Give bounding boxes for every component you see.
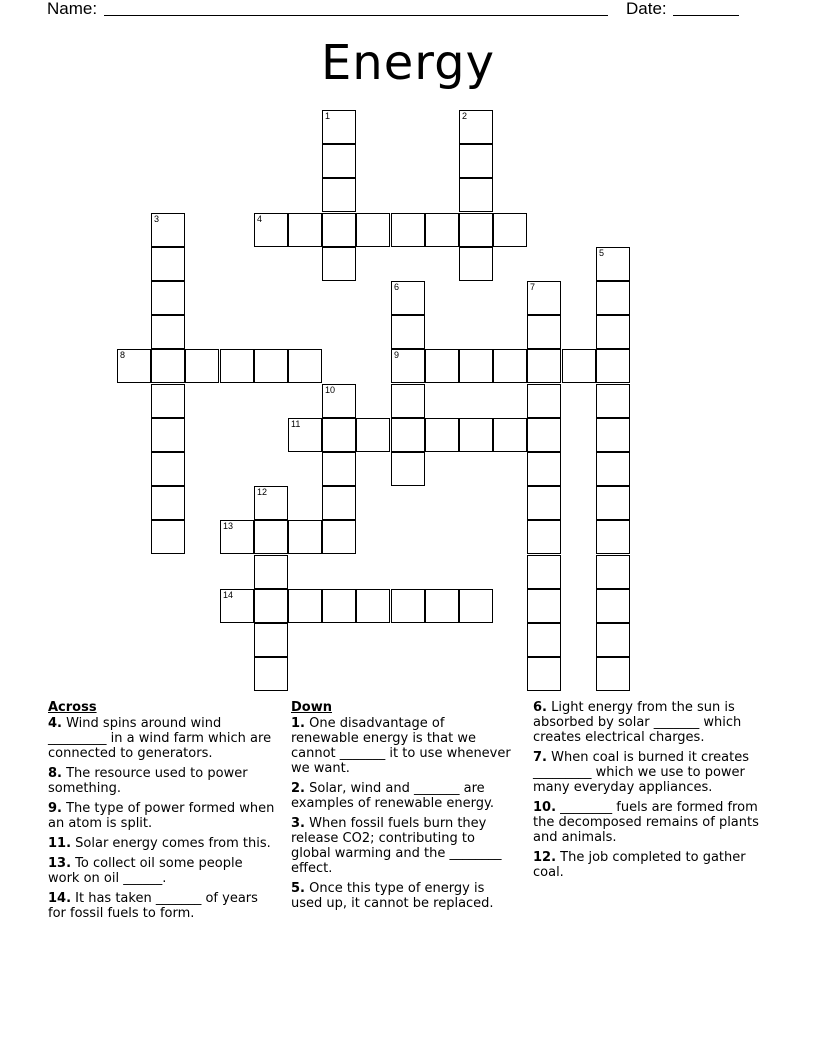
clue-number: 9	[394, 350, 400, 360]
grid-cell[interactable]	[596, 623, 630, 657]
grid-cell[interactable]	[322, 589, 356, 623]
grid-cell[interactable]	[322, 384, 356, 418]
clue-item-number: 7.	[533, 750, 547, 765]
grid-cell[interactable]	[391, 589, 425, 623]
grid-cell[interactable]	[596, 589, 630, 623]
clue-item-text: Once this type of energy is used up, it cannot be replaced.	[291, 881, 494, 911]
clue-number: 5	[599, 248, 605, 258]
clue-item-text: When coal is burned it creates _________ which we use to power many everyday appliances.	[533, 750, 750, 795]
grid-cell[interactable]	[254, 555, 288, 589]
clue-item-number: 13.	[48, 856, 72, 871]
grid-cell[interactable]	[425, 213, 459, 247]
grid-cell[interactable]	[459, 418, 493, 452]
grid-cell[interactable]	[117, 349, 151, 383]
clue-number: 3	[154, 214, 160, 224]
clue-item	[533, 750, 773, 795]
clue-item-text: The resource used to power something.	[48, 766, 248, 796]
clue-number: 11	[291, 419, 301, 429]
date-label: Date:	[626, 0, 667, 18]
clue-item	[291, 881, 516, 911]
grid-cell[interactable]	[185, 349, 219, 383]
down-clues	[291, 700, 516, 916]
grid-cell[interactable]	[596, 247, 630, 281]
clue-number: 13	[223, 521, 234, 531]
across-heading: Across	[48, 700, 97, 715]
grid-cell[interactable]	[459, 144, 493, 178]
clue-item	[291, 816, 516, 876]
clue-item-text: The job completed to gather coal.	[533, 850, 746, 880]
grid-cell[interactable]	[254, 520, 288, 554]
grid-cell[interactable]	[151, 213, 185, 247]
grid-cell[interactable]	[288, 589, 322, 623]
grid-cell[interactable]	[288, 213, 322, 247]
clue-item	[48, 836, 278, 851]
clue-item-number: 8.	[48, 766, 62, 781]
clue-item-text: It has taken _______ of years for fossil fuels to form.	[48, 891, 258, 921]
grid-cell[interactable]	[391, 213, 425, 247]
across-clues	[48, 700, 278, 926]
grid-cell[interactable]	[151, 281, 185, 315]
grid-cell[interactable]	[527, 418, 561, 452]
grid-cell[interactable]	[322, 110, 356, 144]
clue-item-text: Wind spins around wind _________ in a wind farm which are connected to generators.	[48, 716, 272, 761]
grid-cell[interactable]	[596, 281, 630, 315]
grid-cell[interactable]	[425, 418, 459, 452]
grid-cell[interactable]	[288, 520, 322, 554]
grid-cell[interactable]	[151, 520, 185, 554]
clue-item	[533, 800, 773, 845]
grid-cell[interactable]	[151, 384, 185, 418]
clue-number: 1	[325, 111, 331, 121]
grid-cell[interactable]	[527, 281, 561, 315]
clue-number: 7	[530, 282, 536, 292]
grid-cell[interactable]	[425, 349, 459, 383]
grid-cell[interactable]	[527, 520, 561, 554]
clue-item	[48, 856, 278, 886]
clue-item-number: 3.	[291, 816, 305, 831]
grid-cell[interactable]	[288, 349, 322, 383]
clue-number: 10	[325, 385, 336, 395]
clue-item	[48, 766, 278, 796]
grid-cell[interactable]	[220, 520, 254, 554]
grid-cell[interactable]	[596, 349, 630, 383]
clue-item	[291, 716, 516, 776]
grid-cell[interactable]	[220, 349, 254, 383]
clue-item	[48, 801, 278, 831]
clue-item-text: To collect oil some people work on oil ______.	[48, 856, 243, 886]
grid-cell[interactable]	[322, 486, 356, 520]
grid-cell[interactable]	[493, 213, 527, 247]
clue-item-number: 11.	[48, 836, 72, 851]
clue-item-number: 4.	[48, 716, 62, 731]
clue-item-number: 9.	[48, 801, 62, 816]
grid-cell[interactable]	[322, 247, 356, 281]
grid-cell[interactable]	[527, 657, 561, 691]
grid-cell[interactable]	[596, 657, 630, 691]
clue-number: 12	[257, 487, 268, 497]
clue-number: 8	[120, 350, 126, 360]
grid-cell[interactable]	[322, 418, 356, 452]
clue-item-number: 2.	[291, 781, 305, 796]
clue-item-text: The type of power formed when an atom is split.	[48, 801, 275, 831]
clue-number: 6	[394, 282, 400, 292]
grid-cell[interactable]	[459, 213, 493, 247]
grid-cell[interactable]	[527, 384, 561, 418]
grid-cell[interactable]	[596, 315, 630, 349]
grid-cell[interactable]	[596, 418, 630, 452]
grid-cell[interactable]	[596, 520, 630, 554]
clue-item-number: 1.	[291, 716, 305, 731]
down-clues-continued	[533, 700, 773, 885]
grid-cell[interactable]	[151, 486, 185, 520]
grid-cell[interactable]	[322, 144, 356, 178]
clue-item-number: 12.	[533, 850, 557, 865]
clue-item	[291, 781, 516, 811]
clue-item	[533, 700, 773, 745]
grid-cell[interactable]	[459, 110, 493, 144]
grid-cell[interactable]	[493, 418, 527, 452]
grid-cell[interactable]	[459, 247, 493, 281]
grid-cell[interactable]	[527, 486, 561, 520]
grid-cell[interactable]	[391, 384, 425, 418]
grid-cell[interactable]	[391, 349, 425, 383]
down-clue-list	[291, 716, 516, 911]
clue-item	[533, 850, 773, 880]
grid-cell[interactable]	[322, 452, 356, 486]
grid-cell[interactable]	[254, 623, 288, 657]
grid-cell[interactable]	[459, 349, 493, 383]
clue-item-text: When fossil fuels burn they release CO2; contributing to global warming and the ________ effect.	[291, 816, 502, 876]
grid-cell[interactable]	[254, 486, 288, 520]
grid-cell[interactable]	[322, 520, 356, 554]
clue-item-number: 5.	[291, 881, 305, 896]
clue-item-number: 14.	[48, 891, 72, 906]
grid-cell[interactable]	[596, 486, 630, 520]
grid-cell[interactable]	[459, 589, 493, 623]
clue-item	[48, 891, 278, 921]
grid-cell[interactable]	[288, 418, 322, 452]
across-clue-list	[48, 716, 278, 921]
clue-number: 14	[223, 590, 234, 600]
down-heading: Down	[291, 700, 332, 715]
grid-cell[interactable]	[322, 178, 356, 212]
grid-cell[interactable]	[151, 452, 185, 486]
grid-cell[interactable]	[254, 657, 288, 691]
clue-item	[48, 716, 278, 761]
grid-cell[interactable]	[527, 589, 561, 623]
grid-cell[interactable]	[254, 213, 288, 247]
grid-cell[interactable]	[425, 589, 459, 623]
grid-cell[interactable]	[254, 349, 288, 383]
grid-cell[interactable]	[254, 589, 288, 623]
clue-item-number: 10.	[533, 800, 557, 815]
grid-cell[interactable]	[527, 315, 561, 349]
clue-number: 2	[462, 111, 468, 121]
clue-item-text: One disadvantage of renewable energy is that we cannot _______ it to use whenever we want.	[291, 716, 511, 776]
grid-cell[interactable]	[391, 315, 425, 349]
grid-cell[interactable]	[322, 213, 356, 247]
grid-cell[interactable]	[596, 452, 630, 486]
grid-cell[interactable]	[527, 623, 561, 657]
grid-cell[interactable]	[151, 349, 185, 383]
grid-cell[interactable]	[391, 281, 425, 315]
grid-cell[interactable]	[527, 452, 561, 486]
clue-item-text: ________ fuels are formed from the decomposed remains of plants and animals.	[533, 800, 759, 845]
grid-cell[interactable]	[151, 247, 185, 281]
grid-cell[interactable]	[527, 555, 561, 589]
grid-cell[interactable]	[493, 349, 527, 383]
name-label: Name:	[47, 0, 98, 18]
clue-item-text: Solar, wind and _______ are examples of renewable energy.	[291, 781, 494, 811]
down-clue-list-continued	[533, 700, 773, 880]
clue-item-number: 6.	[533, 700, 547, 715]
grid-cell[interactable]	[151, 315, 185, 349]
grid-cell[interactable]	[391, 418, 425, 452]
grid-cell[interactable]	[356, 418, 390, 452]
page-title: Energy	[320, 35, 496, 91]
clue-number: 4	[257, 214, 263, 224]
grid-cell[interactable]	[596, 384, 630, 418]
clue-item-text: Light energy from the sun is absorbed by solar _______ which creates electrical charges.	[533, 700, 742, 745]
grid-cell[interactable]	[391, 452, 425, 486]
grid-cell[interactable]	[356, 589, 390, 623]
grid-cell[interactable]	[356, 213, 390, 247]
grid-cell[interactable]	[596, 555, 630, 589]
grid-cell[interactable]	[220, 589, 254, 623]
grid-cell[interactable]	[527, 349, 561, 383]
clue-item-text: Solar energy comes from this.	[71, 836, 271, 851]
grid-cell[interactable]	[151, 418, 185, 452]
grid-cell[interactable]	[459, 178, 493, 212]
grid-cell[interactable]	[562, 349, 596, 383]
